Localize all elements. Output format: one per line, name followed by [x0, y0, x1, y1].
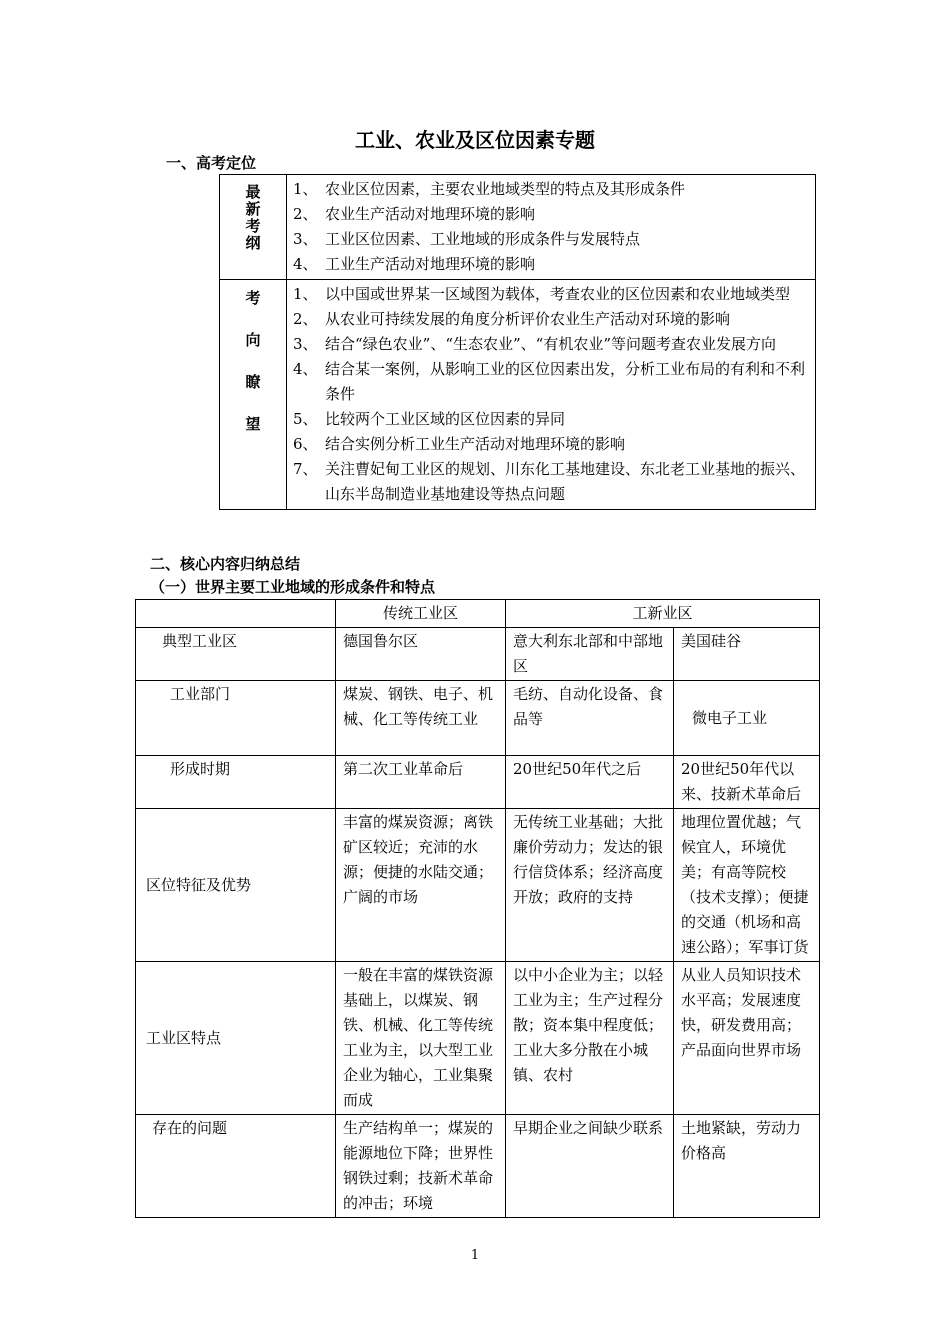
header-new: 工新业区 — [506, 600, 820, 628]
table-cell: 地理位置优越；气候宜人，环境优美；有高等院校（技术支撑）；便捷的交通（机场和高速公路）；军事订货 — [674, 809, 820, 962]
row-label: 存在的问题 — [136, 1115, 336, 1218]
table-cell: 无传统工业基础；大批廉价劳动力；发达的银行信贷体系；经济高度开放；政府的支持 — [506, 809, 674, 962]
list-item: 4、 结合某一案例，从影响工业的区位因素出发，分析工业布局的有利和不利条件 — [293, 360, 806, 403]
list-item: 1、 农业区位因素，主要农业地域类型的特点及其形成条件 — [293, 180, 686, 198]
row-label: 区位特征及优势 — [136, 809, 336, 962]
row-label: 典型工业区 — [136, 628, 336, 681]
syllabus-items — [287, 175, 816, 280]
table-cell: 从业人员知识技术水平高；发展速度快，研发费用高；产品面向世界市场 — [674, 962, 820, 1115]
list-item: 4、 工业生产活动对地理环境的影响 — [293, 255, 536, 273]
table-cell: 20世纪50年代之后 — [506, 756, 674, 809]
table-cell: 煤炭、钢铁、电子、机械、化工等传统工业 — [336, 681, 506, 756]
table-cell: 德国鲁尔区 — [336, 628, 506, 681]
list-item: 3、 结合“绿色农业”、“生态农业”、“有机农业”等问题考查农业发展方向 — [293, 335, 777, 353]
table-cell: 20世纪50年代以来、技新术革命后 — [674, 756, 820, 809]
table-cell: 微电子工业 — [674, 681, 820, 756]
table-cell: 意大利东北部和中部地区 — [506, 628, 674, 681]
outlook-items — [287, 280, 816, 510]
table-cell: 第二次工业革命后 — [336, 756, 506, 809]
table-cell: 以中小企业为主；以轻工业为主；生产过程分散；资本集中程度低；工业大多分散在小城镇、农村 — [506, 962, 674, 1115]
section-heading-2: 二、核心内容归纳总结 — [150, 555, 301, 573]
table-cell: 毛纺、自动化设备、食品等 — [506, 681, 674, 756]
list-item: 1、 以中国或世界某一区域图为载体，考查农业的区位因素和农业地域类型 — [293, 285, 791, 303]
table-row — [136, 628, 820, 681]
row-label: 工业区特点 — [136, 962, 336, 1115]
table-row — [136, 962, 820, 1115]
list-item: 6、 结合实例分析工业生产活动对地理环境的影响 — [293, 435, 626, 453]
row-label: 形成时期 — [136, 756, 336, 809]
header-traditional: 传统工业区 — [336, 600, 506, 628]
table-cell: 早期企业之间缺少联系 — [506, 1115, 674, 1218]
syllabus-label: 最 新 考 纲 — [220, 175, 287, 280]
industry-region-table — [135, 599, 820, 1218]
list-item: 7、 关注曹妃甸工业区的规划、川东化工基地建设、东北老工业基地的振兴、山东半岛制造业基地建设等热点问题 — [293, 460, 806, 503]
list-item: 2、 农业生产活动对地理环境的影响 — [293, 205, 536, 223]
page-number: 1 — [470, 1248, 480, 1263]
outlook-label: 考 向 瞭 望 — [220, 280, 287, 510]
table-row — [136, 681, 820, 756]
exam-positioning-table — [219, 174, 816, 510]
table-row — [136, 756, 820, 809]
list-item: 2、 从农业可持续发展的角度分析评价农业生产活动对环境的影响 — [293, 310, 731, 328]
row-label: 工业部门 — [136, 681, 336, 756]
table-cell: 一般在丰富的煤铁资源基础上，以煤炭、钢铁、机械、化工等传统工业为主，以大型工业企业为轴心，工业集聚而成 — [336, 962, 506, 1115]
subsection-heading: （一）世界主要工业地域的形成条件和特点 — [150, 578, 436, 596]
table-cell: 丰富的煤炭资源；离铁矿区较近；充沛的水源；便捷的水陆交通；广阔的市场 — [336, 809, 506, 962]
section-heading-1: 一、高考定位 — [166, 154, 257, 172]
table-header-row — [136, 600, 820, 628]
header-blank — [136, 600, 336, 628]
table-row — [136, 809, 820, 962]
list-item: 5、 比较两个工业区域的区位因素的异同 — [293, 410, 566, 428]
outlook-row — [220, 280, 816, 510]
table-cell: 美国硅谷 — [674, 628, 820, 681]
list-item: 3、 工业区位因素、工业地域的形成条件与发展特点 — [293, 230, 641, 248]
table-cell: 生产结构单一；煤炭的能源地位下降；世界性钢铁过剩；技新术革命的冲击；环境 — [336, 1115, 506, 1218]
table-row — [136, 1115, 820, 1218]
table-cell: 土地紧缺，劳动力价格高 — [674, 1115, 820, 1218]
page-title: 工业、农业及区位因素专题 — [355, 128, 595, 152]
syllabus-row — [220, 175, 816, 280]
